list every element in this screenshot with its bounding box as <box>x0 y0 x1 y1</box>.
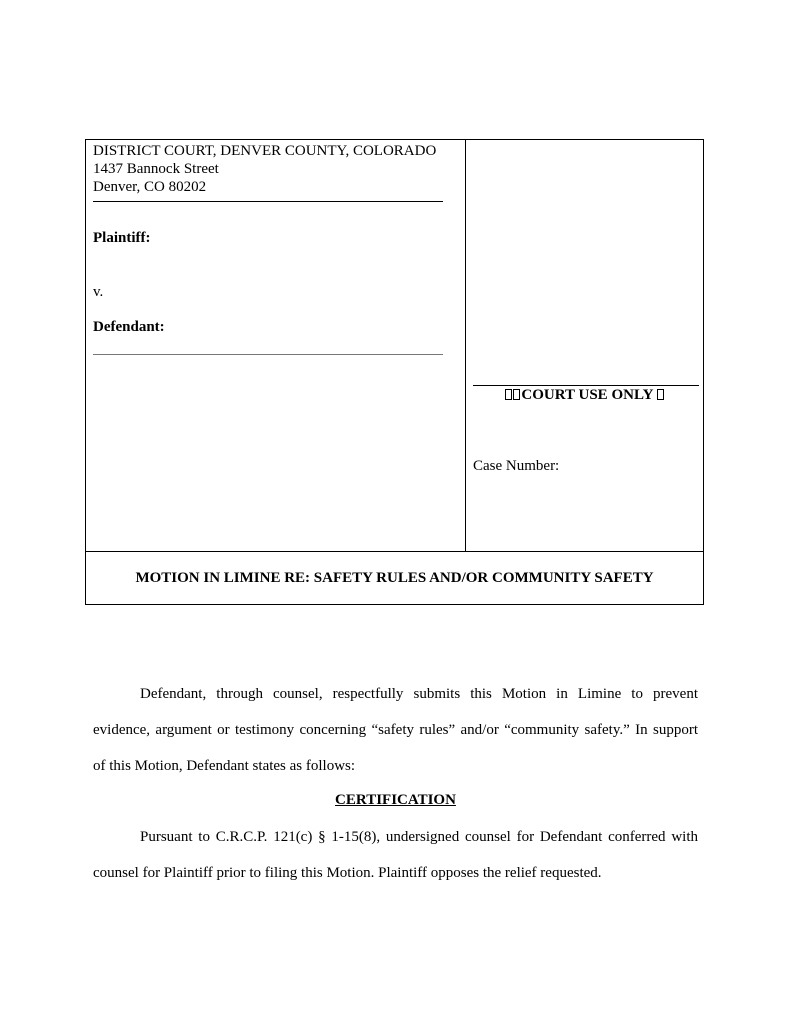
court-street: 1437 Bannock Street <box>93 161 219 177</box>
certification-heading: CERTIFICATION <box>335 792 456 808</box>
box-icon <box>513 389 520 400</box>
plaintiff-label: Plaintiff: <box>93 230 151 246</box>
box-icon <box>505 389 512 400</box>
court-use-block <box>465 140 704 551</box>
intro-line-2: evidence, argument or testimony concerning “safety rules” and/or “community safety.” In support <box>93 722 698 738</box>
address-divider <box>93 201 443 202</box>
cert-line-1: Pursuant to C.R.C.P. 121(c) § 1-15(8), undersigned counsel for Defendant conferred with <box>140 829 698 845</box>
box-icon <box>657 389 664 400</box>
versus-label: v. <box>93 284 104 300</box>
motion-title: MOTION IN LIMINE RE: SAFETY RULES AND/OR COMMUNITY SAFETY <box>135 570 654 586</box>
court-use-only-label <box>466 387 704 404</box>
intro-line-1: Defendant, through counsel, respectfully submits this Motion in Limine to prevent <box>140 686 698 702</box>
cert-line-2: counsel for Plaintiff prior to filing this Motion. Plaintiff opposes the relief requested. <box>93 865 602 881</box>
court-name: DISTRICT COURT, DENVER COUNTY, COLORADO <box>93 143 437 159</box>
court-address <box>93 142 436 196</box>
motion-title-row <box>86 551 703 604</box>
defendant-label: Defendant: <box>93 319 165 335</box>
parties-divider <box>93 354 443 355</box>
case-caption-box <box>85 139 704 605</box>
party-block <box>86 140 465 551</box>
intro-line-3: of this Motion, Defendant states as follows: <box>93 758 356 774</box>
court-city: Denver, CO 80202 <box>93 179 207 195</box>
court-use-only-text: COURT USE ONLY <box>521 387 653 403</box>
court-use-divider <box>473 385 699 386</box>
intro-paragraph <box>93 676 698 784</box>
case-number-label: Case Number: <box>473 458 560 474</box>
certification-paragraph <box>93 819 698 891</box>
